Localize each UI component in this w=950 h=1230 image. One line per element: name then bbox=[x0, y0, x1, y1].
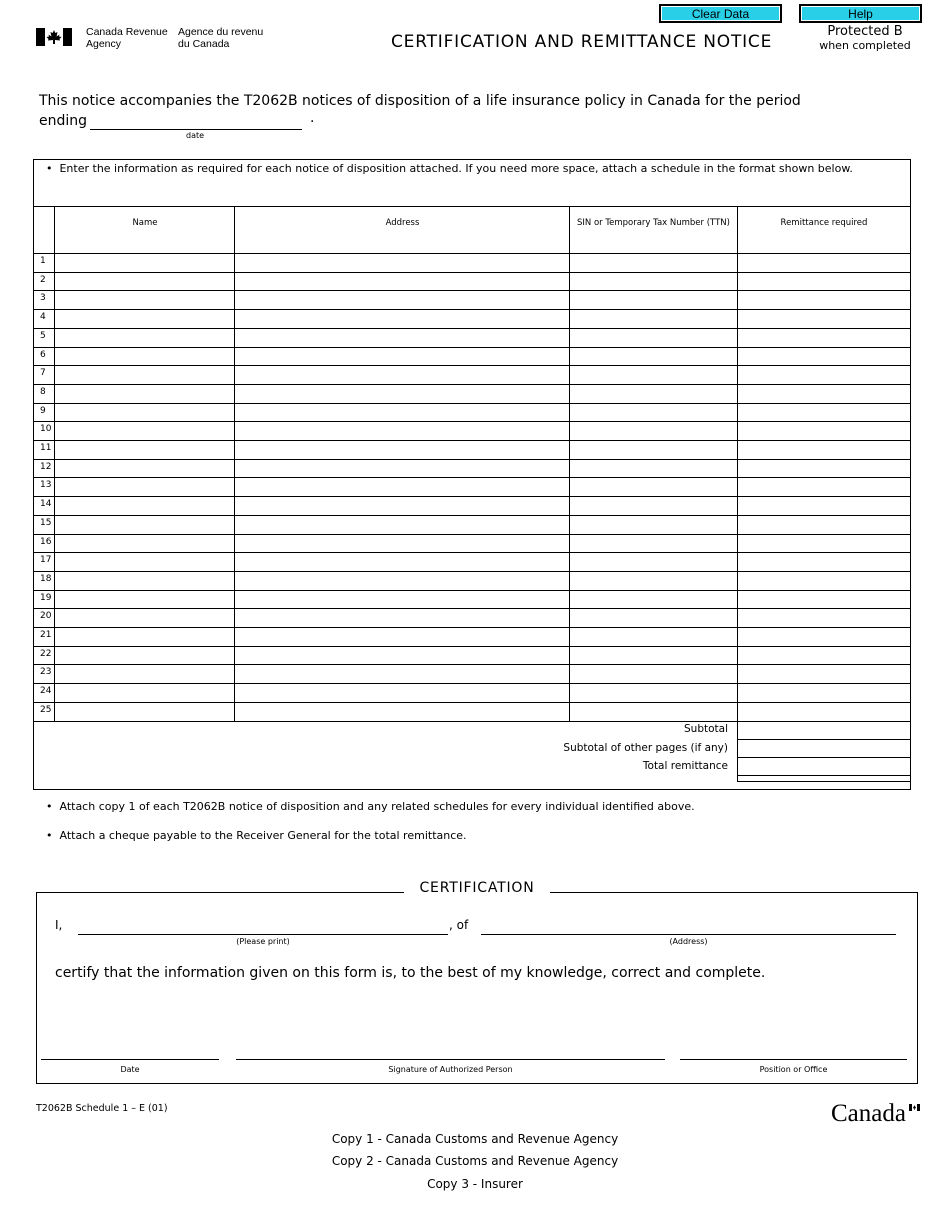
row-8-sin-input[interactable] bbox=[570, 385, 737, 402]
period-mark: . bbox=[310, 110, 315, 126]
row-number: 3 bbox=[40, 293, 46, 303]
row-number: 12 bbox=[40, 462, 52, 472]
row-21-remittance-input[interactable] bbox=[738, 628, 911, 645]
row-number: 1 bbox=[40, 256, 46, 266]
note-attach-cheque: • Attach a cheque payable to the Receiver General for the total remittance. bbox=[46, 829, 467, 842]
row-25-remittance-input[interactable] bbox=[738, 703, 911, 720]
table-rule bbox=[737, 775, 911, 776]
row-4-sin-input[interactable] bbox=[570, 310, 737, 327]
row-19-sin-input[interactable] bbox=[570, 591, 737, 608]
row-6-address-input[interactable] bbox=[235, 348, 569, 365]
row-15-remittance-input[interactable] bbox=[738, 516, 911, 533]
canada-flag-icon bbox=[36, 28, 72, 46]
date-caption: date bbox=[186, 131, 205, 140]
row-number: 10 bbox=[40, 424, 52, 434]
row-6-sin-input[interactable] bbox=[570, 348, 737, 365]
row-2-address-input[interactable] bbox=[235, 273, 569, 290]
row-number: 16 bbox=[40, 537, 52, 547]
row-19-name-input[interactable] bbox=[55, 591, 234, 608]
row-9-remittance-input[interactable] bbox=[738, 404, 911, 421]
row-23-remittance-input[interactable] bbox=[738, 665, 911, 682]
row-number: 23 bbox=[40, 667, 52, 677]
row-25-address-input[interactable] bbox=[235, 703, 569, 720]
row-3-address-input[interactable] bbox=[235, 291, 569, 308]
row-number: 24 bbox=[40, 686, 52, 696]
row-12-remittance-input[interactable] bbox=[738, 460, 911, 477]
row-number: 11 bbox=[40, 443, 52, 453]
copy-2-label: Copy 2 - Canada Customs and Revenue Agency bbox=[331, 1154, 619, 1168]
row-20-name-input[interactable] bbox=[55, 609, 234, 626]
row-20-remittance-input[interactable] bbox=[738, 609, 911, 626]
row-24-remittance-input[interactable] bbox=[738, 684, 911, 701]
row-8-remittance-input[interactable] bbox=[738, 385, 911, 402]
row-number: 17 bbox=[40, 555, 52, 565]
row-number: 13 bbox=[40, 480, 52, 490]
row-19-remittance-input[interactable] bbox=[738, 591, 911, 608]
row-16-sin-input[interactable] bbox=[570, 535, 737, 552]
row-18-sin-input[interactable] bbox=[570, 572, 737, 589]
address-input[interactable] bbox=[481, 934, 896, 935]
row-9-name-input[interactable] bbox=[55, 404, 234, 421]
row-11-sin-input[interactable] bbox=[570, 441, 737, 458]
row-7-sin-input[interactable] bbox=[570, 366, 737, 383]
protected-label: Protected B when completed bbox=[819, 24, 911, 52]
row-11-address-input[interactable] bbox=[235, 441, 569, 458]
department-name-fr: Agence du revenu du Canada bbox=[178, 26, 264, 50]
row-3-sin-input[interactable] bbox=[570, 291, 737, 308]
row-number: 20 bbox=[40, 611, 52, 621]
row-17-address-input[interactable] bbox=[235, 553, 569, 570]
form-title: CERTIFICATION AND REMITTANCE NOTICE bbox=[391, 32, 773, 52]
row-4-address-input[interactable] bbox=[235, 310, 569, 327]
row-12-address-input[interactable] bbox=[235, 460, 569, 477]
copy-1-label: Copy 1 - Canada Customs and Revenue Agency bbox=[331, 1132, 619, 1146]
total-remittance-label: Total remittance bbox=[642, 760, 728, 772]
row-25-name-input[interactable] bbox=[55, 703, 234, 720]
row-18-name-input[interactable] bbox=[55, 572, 234, 589]
i-label: I, bbox=[55, 918, 63, 932]
row-1-address-input[interactable] bbox=[235, 254, 569, 271]
column-header-address: Address bbox=[385, 218, 420, 228]
subtotal-other-label: Subtotal of other pages (if any) bbox=[563, 742, 728, 754]
row-24-name-input[interactable] bbox=[55, 684, 234, 701]
row-14-sin-input[interactable] bbox=[570, 497, 737, 514]
intro-text: This notice accompanies the T2062B notices of disposition of a life insurance policy in Canada for the period ending bbox=[39, 93, 801, 129]
print-caption: (Please print) bbox=[236, 937, 290, 946]
form-id: T2062B Schedule 1 – E (01) bbox=[36, 1103, 168, 1114]
table-rule bbox=[33, 206, 911, 207]
date-caption-cert: Date bbox=[120, 1065, 140, 1074]
row-8-name-input[interactable] bbox=[55, 385, 234, 402]
row-1-name-input[interactable] bbox=[55, 254, 234, 271]
row-number: 5 bbox=[40, 331, 46, 341]
certification-date-input[interactable] bbox=[41, 1059, 219, 1060]
row-5-name-input[interactable] bbox=[55, 329, 234, 346]
row-13-sin-input[interactable] bbox=[570, 478, 737, 495]
row-6-remittance-input[interactable] bbox=[738, 348, 911, 365]
row-number: 6 bbox=[40, 350, 46, 360]
certification-title: CERTIFICATION bbox=[404, 880, 550, 896]
row-number: 8 bbox=[40, 387, 46, 397]
row-5-remittance-input[interactable] bbox=[738, 329, 911, 346]
row-1-remittance-input[interactable] bbox=[738, 254, 911, 271]
print-name-input[interactable] bbox=[78, 934, 448, 935]
position-input[interactable] bbox=[680, 1059, 907, 1060]
row-number: 25 bbox=[40, 705, 52, 715]
row-21-address-input[interactable] bbox=[235, 628, 569, 645]
certification-statement: certify that the information given on this form is, to the best of my knowledge, correct and complete. bbox=[55, 965, 766, 981]
row-21-name-input[interactable] bbox=[55, 628, 234, 645]
row-2-name-input[interactable] bbox=[55, 273, 234, 290]
row-18-remittance-input[interactable] bbox=[738, 572, 911, 589]
row-7-remittance-input[interactable] bbox=[738, 366, 911, 383]
row-number: 9 bbox=[40, 406, 46, 416]
table-rule bbox=[737, 781, 911, 782]
row-number: 18 bbox=[40, 574, 52, 584]
row-15-address-input[interactable] bbox=[235, 516, 569, 533]
row-2-sin-input[interactable] bbox=[570, 273, 737, 290]
row-9-sin-input[interactable] bbox=[570, 404, 737, 421]
row-10-address-input[interactable] bbox=[235, 422, 569, 439]
row-5-address-input[interactable] bbox=[235, 329, 569, 346]
subtotal-label: Subtotal bbox=[684, 723, 728, 735]
help-button[interactable]: Help bbox=[799, 4, 922, 23]
row-16-address-input[interactable] bbox=[235, 535, 569, 552]
period-ending-date-input[interactable] bbox=[90, 129, 302, 130]
row-20-address-input[interactable] bbox=[235, 609, 569, 626]
certification-box bbox=[36, 892, 918, 1084]
column-header-sin: SIN or Temporary Tax Number (TTN) bbox=[577, 218, 730, 228]
row-22-remittance-input[interactable] bbox=[738, 647, 911, 664]
address-caption: (Address) bbox=[669, 937, 708, 946]
row-22-name-input[interactable] bbox=[55, 647, 234, 664]
row-8-address-input[interactable] bbox=[235, 385, 569, 402]
column-header-name: Name bbox=[132, 218, 158, 228]
row-14-address-input[interactable] bbox=[235, 497, 569, 514]
total-remittance-input[interactable] bbox=[737, 757, 911, 774]
row-number: 21 bbox=[40, 630, 52, 640]
row-14-name-input[interactable] bbox=[55, 497, 234, 514]
row-number: 22 bbox=[40, 649, 52, 659]
row-24-address-input[interactable] bbox=[235, 684, 569, 701]
row-4-remittance-input[interactable] bbox=[738, 310, 911, 327]
row-23-sin-input[interactable] bbox=[570, 665, 737, 682]
row-4-name-input[interactable] bbox=[55, 310, 234, 327]
row-number: 2 bbox=[40, 275, 46, 285]
signature-caption: Signature of Authorized Person bbox=[388, 1065, 513, 1074]
note-attach-copy: • Attach copy 1 of each T2062B notice of disposition and any related schedules for every individual identified above. bbox=[46, 800, 695, 813]
wordmark-flag-icon bbox=[909, 1104, 920, 1111]
row-15-name-input[interactable] bbox=[55, 516, 234, 533]
row-number: 4 bbox=[40, 312, 46, 322]
row-22-sin-input[interactable] bbox=[570, 647, 737, 664]
row-11-remittance-input[interactable] bbox=[738, 441, 911, 458]
row-number: 14 bbox=[40, 499, 52, 509]
row-7-name-input[interactable] bbox=[55, 366, 234, 383]
row-16-remittance-input[interactable] bbox=[738, 535, 911, 552]
row-18-address-input[interactable] bbox=[235, 572, 569, 589]
row-15-sin-input[interactable] bbox=[570, 516, 737, 533]
row-17-remittance-input[interactable] bbox=[738, 553, 911, 570]
row-10-name-input[interactable] bbox=[55, 422, 234, 439]
row-3-remittance-input[interactable] bbox=[738, 291, 911, 308]
row-number: 15 bbox=[40, 518, 52, 528]
position-caption: Position or Office bbox=[759, 1065, 828, 1074]
row-5-sin-input[interactable] bbox=[570, 329, 737, 346]
row-13-name-input[interactable] bbox=[55, 478, 234, 495]
table-instruction: • Enter the information as required for each notice of disposition attached. If you need more space, attach a schedule in the format shown below. bbox=[46, 162, 853, 175]
row-10-remittance-input[interactable] bbox=[738, 422, 911, 439]
row-7-address-input[interactable] bbox=[235, 366, 569, 383]
row-16-name-input[interactable] bbox=[55, 535, 234, 552]
row-13-address-input[interactable] bbox=[235, 478, 569, 495]
row-number: 19 bbox=[40, 593, 52, 603]
row-24-sin-input[interactable] bbox=[570, 684, 737, 701]
row-25-sin-input[interactable] bbox=[570, 703, 737, 720]
canada-wordmark: Canada bbox=[831, 1100, 906, 1127]
row-20-sin-input[interactable] bbox=[570, 609, 737, 626]
copy-3-label: Copy 3 - Insurer bbox=[427, 1177, 523, 1191]
row-14-remittance-input[interactable] bbox=[738, 497, 911, 514]
of-label: , of bbox=[449, 918, 469, 932]
row-21-sin-input[interactable] bbox=[570, 628, 737, 645]
row-3-name-input[interactable] bbox=[55, 291, 234, 308]
column-header-remittance: Remittance required bbox=[780, 218, 868, 228]
subtotal-input[interactable] bbox=[737, 720, 911, 737]
row-9-address-input[interactable] bbox=[235, 404, 569, 421]
clear-data-button[interactable]: Clear Data bbox=[659, 4, 782, 23]
row-number: 7 bbox=[40, 368, 46, 378]
row-11-name-input[interactable] bbox=[55, 441, 234, 458]
row-6-name-input[interactable] bbox=[55, 348, 234, 365]
row-2-remittance-input[interactable] bbox=[738, 273, 911, 290]
row-22-address-input[interactable] bbox=[235, 647, 569, 664]
row-17-sin-input[interactable] bbox=[570, 553, 737, 570]
row-19-address-input[interactable] bbox=[235, 591, 569, 608]
subtotal-other-input[interactable] bbox=[737, 739, 911, 756]
row-1-sin-input[interactable] bbox=[570, 254, 737, 271]
row-17-name-input[interactable] bbox=[55, 553, 234, 570]
row-23-address-input[interactable] bbox=[235, 665, 569, 682]
row-12-sin-input[interactable] bbox=[570, 460, 737, 477]
row-12-name-input[interactable] bbox=[55, 460, 234, 477]
row-10-sin-input[interactable] bbox=[570, 422, 737, 439]
row-23-name-input[interactable] bbox=[55, 665, 234, 682]
row-13-remittance-input[interactable] bbox=[738, 478, 911, 495]
department-name-en: Canada Revenue Agency bbox=[86, 26, 168, 50]
signature-input[interactable] bbox=[236, 1059, 665, 1060]
